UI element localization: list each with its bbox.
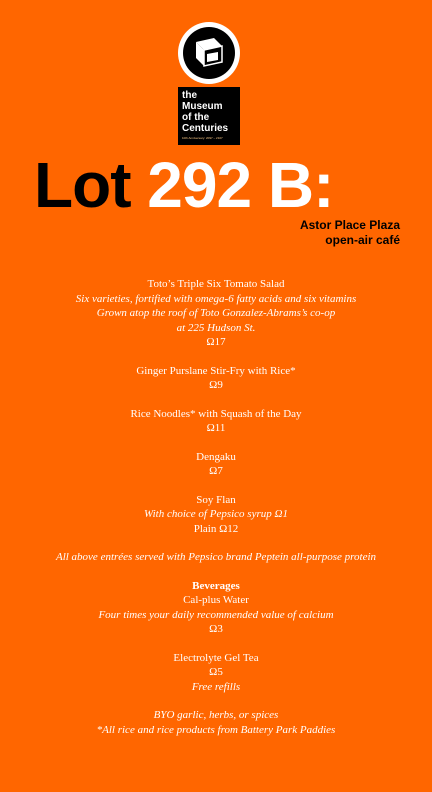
menu-item-price: Ω5: [209, 666, 223, 678]
title-lot: Lot: [34, 149, 131, 221]
museum-logo-emblem: [178, 22, 240, 84]
menu-item-name: Cal-plus Water: [183, 594, 249, 606]
menu-item-option: With choice of Pepsico syrup Ω1: [144, 508, 288, 520]
menu-note: All above entrées served with Pepsico brand Peptein all-purpose protein: [55, 551, 377, 563]
menu-item-name: Dengaku: [196, 450, 236, 463]
menu-item-name: Soy Flan: [196, 493, 236, 506]
menu-item-description: Six varieties, fortified with omega-6 fatty acids and six vitamins: [75, 292, 357, 305]
venue-block: [300, 218, 400, 248]
menu-item-name: Electrolyte Gel Tea: [173, 651, 259, 664]
menu-item-price: Ω7: [209, 465, 223, 477]
venue-type: open-air café: [325, 233, 400, 247]
venue-name: Astor Place Plaza: [299, 218, 400, 232]
menu-item-price: Ω9: [209, 379, 223, 391]
museum-name-line: the: [182, 90, 197, 101]
museum-name-line: Centuries: [182, 123, 229, 134]
cube-icon: [190, 34, 228, 72]
section-heading: Beverages: [192, 579, 240, 592]
menu-item-name: Ginger Purslane Stir-Fry with Rice*: [136, 364, 296, 377]
menu-item-description: Grown atop the roof of Toto Gonzalez-Abrams’s co-op: [96, 307, 336, 319]
anniversary-text: 10th Anniversary: 2097 – 2107: [182, 136, 223, 140]
menu-item-description: Free refills: [191, 680, 241, 693]
museum-name-line: Museum: [182, 101, 223, 112]
menu-item-description: at 225 Hudson St.: [176, 321, 256, 334]
footer-note: BYO garlic, herbs, or spices: [153, 709, 279, 721]
museum-name-block: [178, 87, 240, 145]
menu-item-price: Ω17: [206, 336, 226, 348]
footer-note: *All rice and rice products from Battery Park Paddies: [96, 723, 336, 736]
title-number: 292 B:: [147, 149, 334, 221]
menu-item-price: Ω11: [206, 422, 226, 434]
menu-item-description: Four times your daily recommended value of calcium: [98, 608, 334, 621]
menu-item-price: Ω3: [209, 623, 223, 635]
menu: [0, 277, 432, 737]
menu-item-name: Rice Noodles* with Squash of the Day: [130, 407, 302, 420]
menu-item-price: Plain Ω12: [193, 522, 239, 535]
page-title: [34, 150, 333, 220]
menu-item-name: Toto’s Triple Six Tomato Salad: [147, 278, 285, 290]
museum-name-line: of the: [182, 112, 210, 123]
